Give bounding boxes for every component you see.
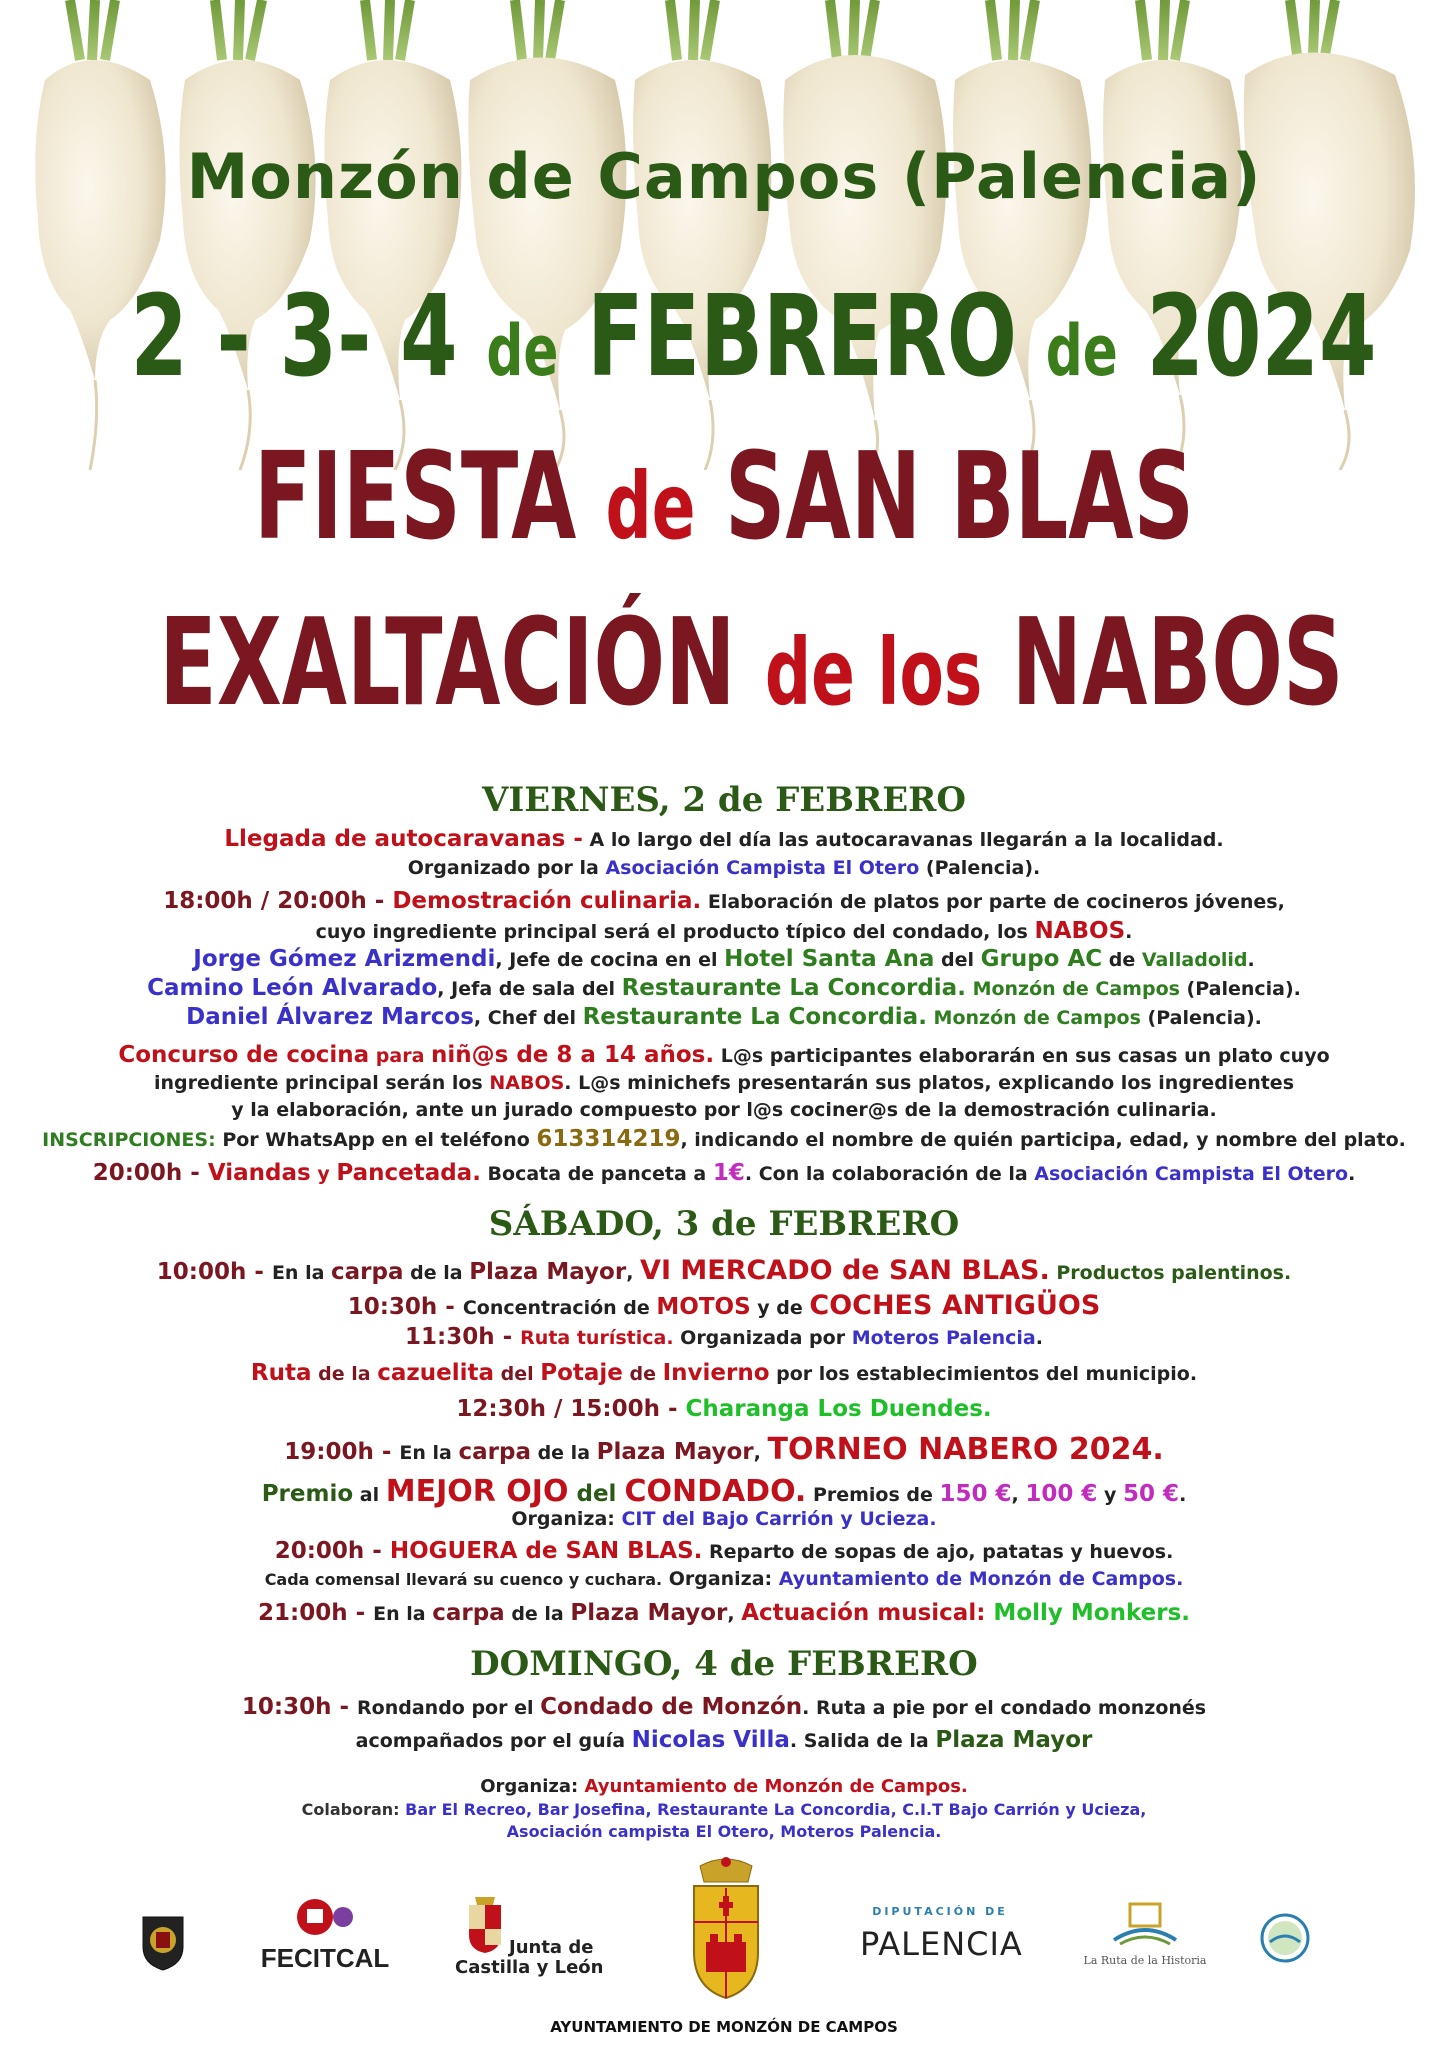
saturday-line-5: 12:30h / 15:00h - Charanga Los Duendes. xyxy=(456,1396,992,1422)
friday-line-1: Llegada de autocaravanas - A lo largo del día las autocaravanas llegarán a la localidad. xyxy=(224,826,1224,852)
saturday-line-11: 21:00h - En la carpa de la Plaza Mayor, Actuación musical: Molly Monkers. xyxy=(257,1600,1190,1626)
sunday-line-1: 10:30h - Rondando por el Condado de Monzón. Ruta a pie por el condado monzonés xyxy=(241,1694,1207,1720)
friday-line-11: INSCRIPCIONES: Por WhatsApp en el teléfono 613314219, indicando el nombre de quién participa, edad, y nombre del plato. xyxy=(42,1126,1406,1152)
saturday-line-3: 11:30h - Ruta turística. Organizada por Moteros Palencia. xyxy=(405,1324,1043,1350)
collaborators-line-2: Asociación campista El Otero, Moteros Palencia. xyxy=(506,1822,942,1841)
round-badge-logo xyxy=(1260,1910,1310,1966)
organizer-line: Organiza: Ayuntamiento de Monzón de Campos. xyxy=(480,1776,968,1797)
friday-line-6: Camino León Alvarado, Jefa de sala del Restaurante La Concordia. Monzón de Campos (Palencia). xyxy=(147,975,1301,1001)
friday-line-10: y la elaboración, ante un jurado compuesto por l@s cociner@s de la demostración culinaria. xyxy=(231,1099,1217,1121)
shield-logo-left xyxy=(138,1912,188,1972)
footer-text: AYUNTAMIENTO DE MONZÓN DE CAMPOS xyxy=(550,2018,898,2036)
diputacion-palencia-logo: DIPUTACIÓN DE PALENCIA xyxy=(860,1905,1023,1963)
saturday-title: SÁBADO, 3 de FEBRERO xyxy=(488,1204,960,1244)
exaltacion-heading: EXALTACIÓN de los NABOS xyxy=(159,594,1344,733)
friday-line-7: Daniel Álvarez Marcos, Chef del Restaurante La Concordia. Monzón de Campos (Palencia). xyxy=(186,1004,1262,1030)
fecitcal-logo: FECITCAL xyxy=(255,1895,395,1975)
friday-line-12: 20:00h - Viandas y Pancetada. Bocata de panceta a 1€. Con la colaboración de la Asociación Campista El Otero. xyxy=(92,1160,1356,1186)
cit-castle-icon xyxy=(1110,1900,1180,1950)
cit-logo: La Ruta de la Historia xyxy=(1080,1900,1210,1980)
collaborators-line-1: Colaboran: Bar El Recreo, Bar Josefina, Restaurante La Concordia, C.I.T Bajo Carrión y Ucieza, xyxy=(301,1800,1147,1819)
sunday-title: DOMINGO, 4 de FEBRERO xyxy=(470,1644,978,1684)
friday-line-3: 18:00h / 20:00h - Demostración culinaria. Elaboración de platos por parte de cocineros jóvenes, xyxy=(163,888,1285,914)
fecitcal-emblem-icon xyxy=(285,1895,365,1939)
junta-logo: Junta de Castilla y León xyxy=(455,1895,605,1980)
saturday-line-10: Cada comensal llevará su cuenco y cuchara. Organiza: Ayuntamiento de Monzón de Campos. xyxy=(264,1568,1184,1590)
friday-line-2: Organizado por la Asociación Campista El Otero (Palencia). xyxy=(407,857,1041,879)
saturday-line-2: 10:30h - Concentración de MOTOS y de COCHES ANTIGÜOS xyxy=(347,1290,1101,1321)
saturday-line-4: Ruta de la cazuelita del Potaje de Invierno por los establecimientos del municipio. xyxy=(250,1360,1198,1386)
friday-line-8: Concurso de cocina para niñ@s de 8 a 14 años. L@s participantes elaborarán en sus casas un plato cuyo xyxy=(118,1042,1330,1068)
town-coat-of-arms xyxy=(684,1852,768,2002)
friday-line-9: ingrediente principal serán los NABOS. L@s minichefs presentarán sus platos, explicando los ingredientes xyxy=(154,1072,1294,1094)
friday-line-5: Jorge Gómez Arizmendi, Jefe de cocina en el Hotel Santa Ana del Grupo AC de Valladolid. xyxy=(193,946,1255,972)
junta-shield-icon xyxy=(465,1895,505,1955)
town-heading: Monzón de Campos (Palencia) xyxy=(186,140,1262,213)
saturday-line-8: Organiza: CIT del Bajo Carrión y Ucieza. xyxy=(511,1508,937,1530)
fiesta-heading: FIESTA de SAN BLAS xyxy=(253,428,1195,567)
friday-title: VIERNES, 2 de FEBRERO xyxy=(481,780,967,820)
sunday-line-2: acompañados por el guía Nicolas Villa. Salida de la Plaza Mayor xyxy=(355,1727,1093,1753)
saturday-line-9: 20:00h - HOGUERA de SAN BLAS. Reparto de sopas de ajo, patatas y huevos. xyxy=(274,1538,1174,1564)
saturday-line-7: Premio al MEJOR OJO del CONDADO. Premios de 150 €, 100 € y 50 €. xyxy=(261,1474,1187,1509)
friday-line-4: cuyo ingrediente principal será el producto típico del condado, los NABOS. xyxy=(315,918,1133,944)
saturday-line-1: 10:00h - En la carpa de la Plaza Mayor, VI MERCADO de SAN BLAS. Productos palentinos. xyxy=(156,1255,1292,1286)
dates-heading: 2 - 3- 4 de FEBRERO de 2024 xyxy=(130,272,1377,402)
saturday-line-6: 19:00h - En la carpa de la Plaza Mayor, TORNEO NABERO 2024. xyxy=(284,1432,1164,1467)
